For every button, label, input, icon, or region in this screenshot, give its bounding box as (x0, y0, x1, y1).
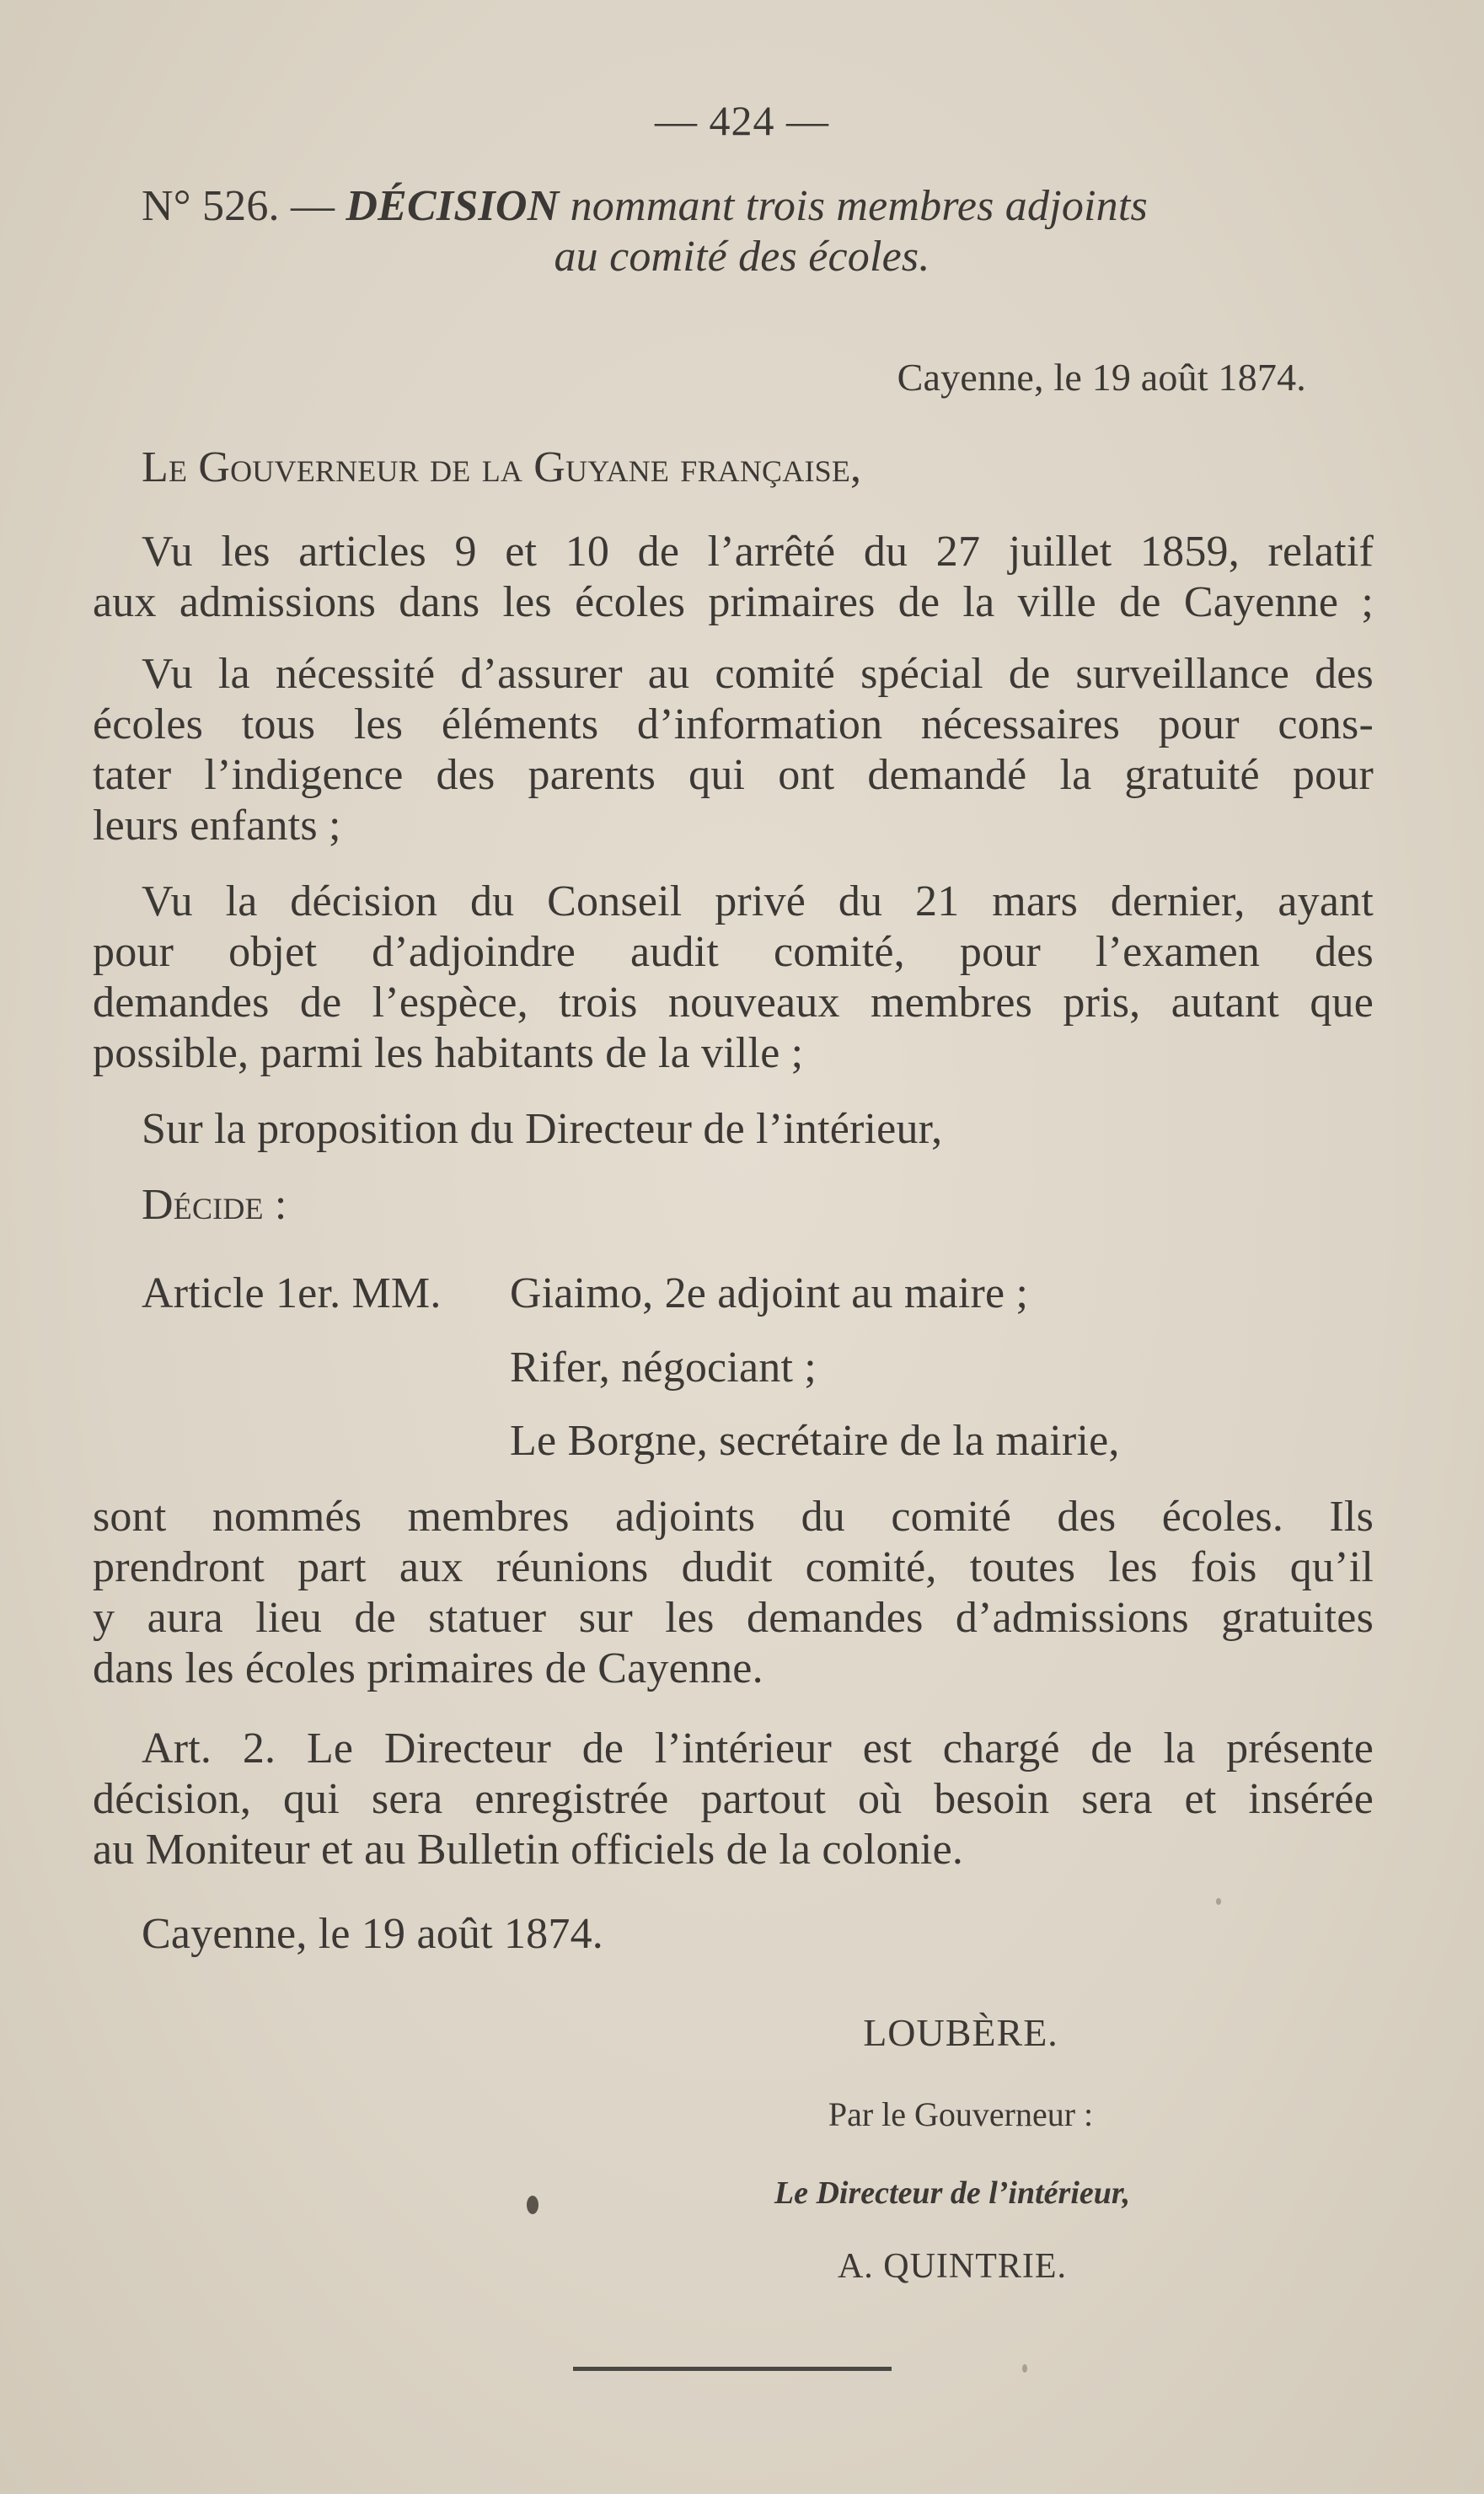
intro-line: Le Gouverneur de la Guyane française, (142, 443, 862, 491)
decision-title-line2: au comité des écoles. (554, 233, 930, 281)
paragraph-line: Vu la nécessité d’assurer au comité spécial de surveillance des (142, 650, 1374, 698)
paragraph-line: demandes de l’espèce, trois nouveaux membres pris, autant que (93, 979, 1374, 1027)
paragraph-line: tater l’indigence des parents qui ont demandé la gratuité pour (93, 751, 1374, 799)
ink-spot (1022, 2364, 1027, 2373)
paragraph-line: aux admissions dans les écoles primaires de la ville de Cayenne ; (93, 578, 1374, 626)
ink-spot (527, 2196, 538, 2214)
paragraph-line: Art. 2. Le Directeur de l’intérieur est chargé de la présente (142, 1724, 1374, 1773)
dateline: Cayenne, le 19 août 1874. (897, 356, 1306, 399)
paragraph-line: décision, qui sera enregistrée partout où besoin sera et insérée (93, 1775, 1374, 1823)
paragraph-line: écoles tous les éléments d’information nécessaires pour cons- (93, 700, 1374, 748)
signature-title: Le Directeur de l’intérieur, (774, 2175, 1131, 2211)
paragraph-line: y aura lieu de statuer sur les demandes d’admissions gratuites (93, 1594, 1374, 1642)
cosigner-name: A. QUINTRIE. (837, 2247, 1068, 2286)
member-line: Rifer, négociant ; (510, 1344, 817, 1392)
decision-number: N° 526. — (142, 182, 335, 230)
article-1-label: Article 1er. MM. (142, 1269, 442, 1317)
signature-by: Par le Gouverneur : (828, 2095, 1094, 2133)
member-line: Giaimo, 2e adjoint au maire ; (510, 1269, 1029, 1317)
member-line: Le Borgne, secrétaire de la mairie, (510, 1417, 1120, 1465)
paragraph-line: Vu la décision du Conseil privé du 21 mars dernier, ayant (142, 877, 1374, 925)
paragraph-line: sont nommés membres adjoints du comité des écoles. Ils (93, 1493, 1374, 1541)
paragraph-line: prendront part aux réunions dudit comité, toutes les fois qu’il (93, 1543, 1374, 1591)
paragraph-line: Sur la proposition du Directeur de l’intérieur, (142, 1105, 943, 1153)
paragraph-line: dans les écoles primaires de Cayenne. (93, 1644, 763, 1692)
decide-heading: Décide : (142, 1181, 287, 1229)
paragraph-line: possible, parmi les habitants de la ville ; (93, 1029, 804, 1077)
ink-spot (1216, 1898, 1221, 1905)
decision-title: nommant trois membres adjoints (570, 182, 1148, 230)
paragraph-line: au Moniteur et au Bulletin officiels de la colonie. (93, 1826, 964, 1874)
page-number: — 424 — (655, 97, 829, 144)
paragraph-line: pour objet d’adjoindre audit comité, pour l’examen des (93, 928, 1374, 976)
paragraph-line: leurs enfants ; (93, 802, 341, 850)
closing-date: Cayenne, le 19 août 1874. (142, 1910, 603, 1958)
closing-rule (573, 2367, 892, 2371)
paragraph-line: Vu les articles 9 et 10 de l’arrêté du 27 juillet 1859, relatif (142, 528, 1374, 576)
decision-heading (142, 181, 1321, 232)
decision-title-keyword: DÉCISION (346, 182, 560, 230)
signature-name: LOUBÈRE. (863, 2011, 1058, 2054)
